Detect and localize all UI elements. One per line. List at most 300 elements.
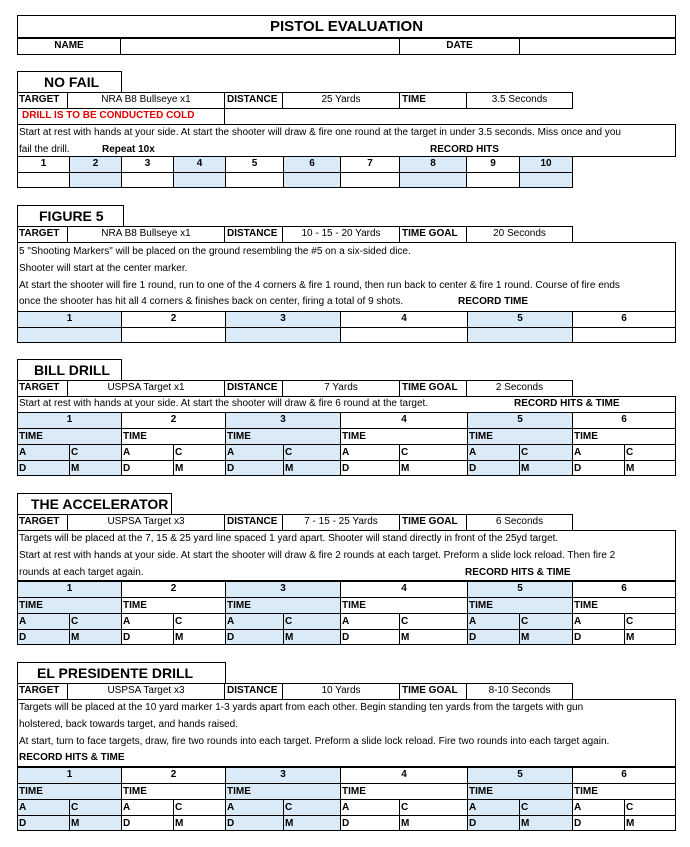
el-presidente-a-4[interactable] bbox=[340, 799, 400, 816]
bill-drill-desc-line1: Start at rest with hands at your side. At start the shooter will draw & fire 6 round at the target. bbox=[19, 398, 429, 409]
grid-label: 9 bbox=[490, 158, 496, 169]
grid-label: 10 bbox=[540, 158, 552, 169]
el-presidente-time-goal-label: TIME GOAL bbox=[402, 685, 458, 696]
figure5-time-5[interactable] bbox=[467, 327, 573, 343]
zone-d-label: D bbox=[19, 463, 27, 474]
el-presidente-m-3[interactable] bbox=[283, 815, 341, 831]
accelerator-m-1[interactable] bbox=[69, 629, 122, 645]
grid-label: 2 bbox=[170, 769, 177, 780]
no-fail-title: NO FAIL bbox=[44, 74, 100, 90]
grid-label: 3 bbox=[144, 158, 151, 169]
zone-m-label: M bbox=[401, 632, 410, 643]
bill-drill-m-2[interactable] bbox=[173, 460, 226, 476]
zone-d-label: D bbox=[123, 818, 131, 829]
accelerator-d-2[interactable] bbox=[121, 629, 174, 645]
accelerator-d-1[interactable] bbox=[17, 629, 70, 645]
accelerator-time-cell-2[interactable] bbox=[121, 597, 226, 614]
zone-m-label: M bbox=[626, 463, 635, 474]
el-presidente-a-1[interactable] bbox=[17, 799, 70, 816]
accelerator-m-3[interactable] bbox=[283, 629, 341, 645]
bill-drill-a-4[interactable] bbox=[340, 444, 400, 461]
no-fail-num-4 bbox=[173, 156, 226, 173]
bill-drill-d-2[interactable] bbox=[121, 460, 174, 476]
el-presidente-a-3[interactable] bbox=[225, 799, 284, 816]
el-presidente-m-4[interactable] bbox=[399, 815, 468, 831]
bill-drill-distance-label: DISTANCE bbox=[227, 382, 278, 393]
accelerator-record-hits-time: RECORD HITS & TIME bbox=[465, 567, 571, 578]
accelerator-time-cell-4[interactable] bbox=[340, 597, 468, 614]
grid-label: 1 bbox=[66, 769, 73, 780]
time-label: TIME bbox=[123, 600, 147, 611]
zone-a-label: A bbox=[227, 802, 235, 813]
bill-drill-c-3[interactable] bbox=[283, 444, 341, 461]
no-fail-distance-value: 25 Yards bbox=[321, 94, 361, 105]
time-label: TIME bbox=[227, 600, 251, 611]
zone-c-label: C bbox=[175, 802, 183, 813]
bill-drill-c-2[interactable] bbox=[173, 444, 226, 461]
accelerator-a-6[interactable] bbox=[572, 613, 625, 630]
bill-drill-time-cell-6[interactable] bbox=[572, 428, 676, 445]
el-presidente-a-6[interactable] bbox=[572, 799, 625, 816]
figure5-num-3 bbox=[225, 311, 341, 328]
el-presidente-c-3[interactable] bbox=[283, 799, 341, 816]
zone-a-label: A bbox=[123, 802, 131, 813]
zone-d-label: D bbox=[227, 818, 235, 829]
accelerator-c-3[interactable] bbox=[283, 613, 341, 630]
no-fail-warning: DRILL IS TO BE CONDUCTED COLD bbox=[22, 110, 195, 121]
el-presidente-c-6[interactable] bbox=[624, 799, 676, 816]
zone-c-label: C bbox=[175, 447, 183, 458]
accelerator-m-5[interactable] bbox=[519, 629, 573, 645]
bill-drill-a-6[interactable] bbox=[572, 444, 625, 461]
zone-a-label: A bbox=[574, 616, 582, 627]
accelerator-d-4[interactable] bbox=[340, 629, 400, 645]
zone-c-label: C bbox=[521, 802, 529, 813]
no-fail-num-10 bbox=[519, 156, 573, 173]
zone-a-label: A bbox=[19, 802, 27, 813]
no-fail-hit-10[interactable] bbox=[519, 172, 573, 188]
zone-m-label: M bbox=[175, 463, 184, 474]
figure5-num-1 bbox=[17, 311, 122, 328]
grid-label: 2 bbox=[92, 158, 99, 169]
el-presidente-d-6[interactable] bbox=[572, 815, 625, 831]
zone-a-label: A bbox=[19, 616, 27, 627]
zone-c-label: C bbox=[71, 447, 79, 458]
zone-c-label: C bbox=[401, 802, 409, 813]
zone-c-label: C bbox=[71, 802, 79, 813]
el-presidente-a-5[interactable] bbox=[467, 799, 520, 816]
el-presidente-d-4[interactable] bbox=[340, 815, 400, 831]
el-presidente-c-2[interactable] bbox=[173, 799, 226, 816]
grid-label: 6 bbox=[621, 414, 627, 425]
no-fail-num-9 bbox=[466, 156, 520, 173]
no-fail-distance-label: DISTANCE bbox=[227, 94, 278, 105]
grid-label: 2 bbox=[170, 414, 177, 425]
zone-m-label: M bbox=[71, 818, 80, 829]
zone-m-label: M bbox=[285, 632, 294, 643]
accelerator-time-cell-5[interactable] bbox=[467, 597, 573, 614]
figure5-time-3[interactable] bbox=[225, 327, 341, 343]
no-fail-target-label: TARGET bbox=[19, 94, 60, 105]
el-presidente-m-1[interactable] bbox=[69, 815, 122, 831]
zone-c-label: C bbox=[285, 616, 293, 627]
zone-c-label: C bbox=[626, 616, 634, 627]
el-presidente-time-cell-2[interactable] bbox=[121, 783, 226, 800]
zone-m-label: M bbox=[285, 818, 294, 829]
grid-label: 6 bbox=[621, 313, 627, 324]
no-fail-desc-line2: fail the drill. bbox=[19, 144, 70, 155]
figure5-time-4[interactable] bbox=[340, 327, 468, 343]
accelerator-num-4 bbox=[340, 581, 468, 598]
el-presidente-m-5[interactable] bbox=[519, 815, 573, 831]
zone-c-label: C bbox=[626, 447, 634, 458]
bill-drill-m-4[interactable] bbox=[399, 460, 468, 476]
figure5-target-label: TARGET bbox=[19, 228, 60, 239]
zone-a-label: A bbox=[574, 447, 582, 458]
no-fail-record-hits: RECORD HITS bbox=[430, 144, 499, 155]
grid-label: 3 bbox=[280, 313, 286, 324]
el-presidente-c-1[interactable] bbox=[69, 799, 122, 816]
zone-d-label: D bbox=[469, 632, 477, 643]
grid-label: 4 bbox=[401, 414, 407, 425]
time-label: TIME bbox=[574, 600, 598, 611]
grid-label: 1 bbox=[66, 414, 73, 425]
grid-label: 6 bbox=[621, 583, 627, 594]
figure5-distance-label: DISTANCE bbox=[227, 228, 278, 239]
bill-drill-d-4[interactable] bbox=[340, 460, 400, 476]
no-fail-num-2 bbox=[69, 156, 122, 173]
el-presidente-desc-line2: holstered, back towards target, and hands raised. bbox=[19, 719, 239, 730]
bill-drill-distance-value: 7 Yards bbox=[324, 382, 358, 393]
bill-drill-target-label: TARGET bbox=[19, 382, 60, 393]
grid-label: 5 bbox=[517, 583, 523, 594]
el-presidente-time-cell-5[interactable] bbox=[467, 783, 573, 800]
grid-label: 7 bbox=[367, 158, 373, 169]
bill-drill-time-cell-1[interactable] bbox=[17, 428, 122, 445]
grid-label: 4 bbox=[401, 583, 407, 594]
bill-drill-m-3[interactable] bbox=[283, 460, 341, 476]
bill-drill-record-hits-time: RECORD HITS & TIME bbox=[514, 398, 620, 409]
no-fail-num-1 bbox=[17, 156, 70, 173]
accelerator-a-3[interactable] bbox=[225, 613, 284, 630]
no-fail-hit-4[interactable] bbox=[173, 172, 226, 188]
bill-drill-num-5 bbox=[467, 412, 573, 429]
accelerator-target-label: TARGET bbox=[19, 516, 60, 527]
grid-label: 6 bbox=[309, 158, 315, 169]
zone-a-label: A bbox=[123, 447, 131, 458]
el-presidente-num-4 bbox=[340, 767, 468, 784]
grid-label: 6 bbox=[621, 769, 627, 780]
figure5-time-2[interactable] bbox=[121, 327, 226, 343]
no-fail-hit-3[interactable] bbox=[121, 172, 174, 188]
grid-label: 3 bbox=[280, 769, 286, 780]
bill-drill-num-1 bbox=[17, 412, 122, 429]
el-presidente-num-1 bbox=[17, 767, 122, 784]
zone-c-label: C bbox=[521, 616, 529, 627]
accelerator-desc-line1: Targets will be placed at the 7, 15 & 25 yard line spaced 1 yard apart. Shooter will stand directly in front of the 25yd target. bbox=[19, 533, 559, 544]
el-presidente-grid bbox=[17, 767, 676, 831]
bill-drill-m-6[interactable] bbox=[624, 460, 676, 476]
accelerator-c-2[interactable] bbox=[173, 613, 226, 630]
bill-drill-a-5[interactable] bbox=[467, 444, 520, 461]
el-presidente-c-5[interactable] bbox=[519, 799, 573, 816]
date-label: DATE bbox=[446, 40, 473, 51]
zone-m-label: M bbox=[521, 818, 530, 829]
grid-label: 4 bbox=[196, 158, 203, 169]
figure5-time-1[interactable] bbox=[17, 327, 122, 343]
zone-d-label: D bbox=[19, 818, 27, 829]
accelerator-c-5[interactable] bbox=[519, 613, 573, 630]
el-presidente-num-3 bbox=[225, 767, 341, 784]
el-presidente-target-value: USPSA Target x3 bbox=[107, 685, 185, 696]
time-label: TIME bbox=[342, 786, 366, 797]
figure5-desc-line2: Shooter will start at the center marker. bbox=[19, 263, 188, 274]
zone-m-label: M bbox=[175, 632, 184, 643]
figure5-num-6 bbox=[572, 311, 676, 328]
accelerator-distance-value: 7 - 15 - 25 Yards bbox=[304, 516, 378, 527]
zone-d-label: D bbox=[574, 463, 582, 474]
bill-drill-num-3 bbox=[225, 412, 341, 429]
zone-c-label: C bbox=[285, 447, 293, 458]
el-presidente-time-cell-6[interactable] bbox=[572, 783, 676, 800]
figure5-record-time: RECORD TIME bbox=[458, 296, 528, 307]
accelerator-num-1 bbox=[17, 581, 122, 598]
accelerator-m-4[interactable] bbox=[399, 629, 468, 645]
zone-d-label: D bbox=[123, 632, 131, 643]
zone-c-label: C bbox=[401, 447, 409, 458]
el-presidente-m-6[interactable] bbox=[624, 815, 676, 831]
bill-drill-num-2 bbox=[121, 412, 226, 429]
zone-m-label: M bbox=[71, 632, 80, 643]
zone-m-label: M bbox=[521, 463, 530, 474]
no-fail-num-3 bbox=[121, 156, 174, 173]
no-fail-num-8 bbox=[399, 156, 467, 173]
figure5-time-goal-value: 20 Seconds bbox=[493, 228, 546, 239]
no-fail-grid bbox=[17, 156, 573, 188]
no-fail-num-6 bbox=[283, 156, 341, 173]
accelerator-c-1[interactable] bbox=[69, 613, 122, 630]
zone-m-label: M bbox=[401, 463, 410, 474]
no-fail-hit-6[interactable] bbox=[283, 172, 341, 188]
zone-c-label: C bbox=[626, 802, 634, 813]
accelerator-time-goal-label: TIME GOAL bbox=[402, 516, 458, 527]
bill-drill-time-cell-2[interactable] bbox=[121, 428, 226, 445]
figure5-time-6[interactable] bbox=[572, 327, 676, 343]
bill-drill-num-6 bbox=[572, 412, 676, 429]
el-presidente-title: EL PRESIDENTE DRILL bbox=[37, 665, 194, 681]
accelerator-num-2 bbox=[121, 581, 226, 598]
zone-d-label: D bbox=[342, 463, 350, 474]
bill-drill-d-1[interactable] bbox=[17, 460, 70, 476]
time-label: TIME bbox=[469, 431, 493, 442]
grid-label: 1 bbox=[66, 313, 73, 324]
time-label: TIME bbox=[469, 786, 493, 797]
time-label: TIME bbox=[19, 786, 43, 797]
no-fail-time-label: TIME bbox=[402, 94, 426, 105]
el-presidente-c-4[interactable] bbox=[399, 799, 468, 816]
figure5-grid bbox=[17, 311, 676, 343]
accelerator-c-6[interactable] bbox=[624, 613, 676, 630]
bill-drill-a-1[interactable] bbox=[17, 444, 70, 461]
no-fail-hit-2[interactable] bbox=[69, 172, 122, 188]
el-presidente-distance-value: 10 Yards bbox=[321, 685, 361, 696]
time-label: TIME bbox=[342, 600, 366, 611]
time-label: TIME bbox=[19, 600, 43, 611]
figure5-distance-value: 10 - 15 - 20 Yards bbox=[301, 228, 381, 239]
zone-d-label: D bbox=[227, 632, 235, 643]
accelerator-time-cell-6[interactable] bbox=[572, 597, 676, 614]
bill-drill-target-value: USPSA Target x1 bbox=[107, 382, 185, 393]
accelerator-m-2[interactable] bbox=[173, 629, 226, 645]
no-fail-target-value: NRA B8 Bullseye x1 bbox=[101, 94, 191, 105]
bill-drill-time-cell-3[interactable] bbox=[225, 428, 341, 445]
no-fail-num-7 bbox=[340, 156, 400, 173]
accelerator-desc-line2: Start at rest with hands at your side. At start the shooter will draw & fire 2 rounds at each target. Preform a slide lock reload. Then fire 2 bbox=[19, 550, 616, 561]
no-fail-desc-line1: Start at rest with hands at your side. At start the shooter will draw & fire one round at the target in under 3.5 seconds. Miss once and you bbox=[19, 127, 621, 138]
grid-label: 3 bbox=[280, 583, 286, 594]
el-presidente-m-2[interactable] bbox=[173, 815, 226, 831]
no-fail-hit-1[interactable] bbox=[17, 172, 70, 188]
time-label: TIME bbox=[469, 600, 493, 611]
figure5-time-goal-label: TIME GOAL bbox=[402, 228, 458, 239]
figure5-desc-line1: 5 "Shooting Markers" will be placed on the ground resembling the #5 on a six-sided dice. bbox=[19, 246, 411, 257]
bill-drill-m-1[interactable] bbox=[69, 460, 122, 476]
accelerator-num-6 bbox=[572, 581, 676, 598]
bill-drill-c-6[interactable] bbox=[624, 444, 676, 461]
el-presidente-time-cell-3[interactable] bbox=[225, 783, 341, 800]
el-presidente-d-5[interactable] bbox=[467, 815, 520, 831]
time-label: TIME bbox=[342, 431, 366, 442]
el-presidente-record-hits-time: RECORD HITS & TIME bbox=[19, 752, 125, 763]
zone-c-label: C bbox=[401, 616, 409, 627]
zone-m-label: M bbox=[285, 463, 294, 474]
el-presidente-time-goal-value: 8-10 Seconds bbox=[488, 685, 551, 696]
figure5-desc-line3: At start the shooter will fire 1 round, run to one of the 4 corners & fire 1 round, then run back to center & fire 1 round. Course of fire ends bbox=[19, 280, 620, 291]
zone-a-label: A bbox=[19, 447, 27, 458]
accelerator-d-6[interactable] bbox=[572, 629, 625, 645]
grid-label: 5 bbox=[517, 313, 523, 324]
zone-d-label: D bbox=[469, 818, 477, 829]
date-field[interactable] bbox=[519, 38, 676, 55]
bill-drill-c-1[interactable] bbox=[69, 444, 122, 461]
zone-d-label: D bbox=[342, 818, 350, 829]
figure5-num-4 bbox=[340, 311, 468, 328]
figure5-desc-line4: once the shooter has hit all 4 corners & finishes back on center, firing a total of 9 shots. bbox=[19, 296, 404, 307]
zone-c-label: C bbox=[285, 802, 293, 813]
el-presidente-desc-line3: At start, turn to face targets, draw, fire two rounds into each target. Preform a slide lock reload. Fire two rounds into each target again. bbox=[19, 736, 610, 747]
el-presidente-d-1[interactable] bbox=[17, 815, 70, 831]
accelerator-target-value: USPSA Target x3 bbox=[107, 516, 185, 527]
bill-drill-d-6[interactable] bbox=[572, 460, 625, 476]
el-presidente-d-3[interactable] bbox=[225, 815, 284, 831]
accelerator-time-goal-value: 6 Seconds bbox=[495, 516, 544, 527]
figure5-title: FIGURE 5 bbox=[39, 208, 104, 224]
zone-m-label: M bbox=[175, 818, 184, 829]
accelerator-d-5[interactable] bbox=[467, 629, 520, 645]
no-fail-hit-8[interactable] bbox=[399, 172, 467, 188]
bill-drill-m-5[interactable] bbox=[519, 460, 573, 476]
accelerator-title: THE ACCELERATOR bbox=[31, 496, 169, 512]
no-fail-num-5 bbox=[225, 156, 284, 173]
accelerator-desc-line3: rounds at each target again. bbox=[19, 567, 144, 578]
zone-a-label: A bbox=[469, 802, 477, 813]
zone-m-label: M bbox=[626, 632, 635, 643]
no-fail-hit-9[interactable] bbox=[466, 172, 520, 188]
zone-m-label: M bbox=[521, 632, 530, 643]
accelerator-distance-label: DISTANCE bbox=[227, 516, 278, 527]
accelerator-c-4[interactable] bbox=[399, 613, 468, 630]
no-fail-hit-7[interactable] bbox=[340, 172, 400, 188]
grid-label: 1 bbox=[40, 158, 47, 169]
no-fail-repeat: Repeat 10x bbox=[102, 144, 155, 155]
accelerator-a-1[interactable] bbox=[17, 613, 70, 630]
bill-drill-a-2[interactable] bbox=[121, 444, 174, 461]
bill-drill-time-cell-4[interactable] bbox=[340, 428, 468, 445]
bill-drill-c-4[interactable] bbox=[399, 444, 468, 461]
bill-drill-num-4 bbox=[340, 412, 468, 429]
zone-a-label: A bbox=[469, 616, 477, 627]
bill-drill-time-goal-label: TIME GOAL bbox=[402, 382, 458, 393]
accelerator-a-2[interactable] bbox=[121, 613, 174, 630]
zone-a-label: A bbox=[469, 447, 477, 458]
zone-d-label: D bbox=[342, 632, 350, 643]
zone-d-label: D bbox=[123, 463, 131, 474]
bill-drill-d-5[interactable] bbox=[467, 460, 520, 476]
time-label: TIME bbox=[123, 786, 147, 797]
accelerator-d-3[interactable] bbox=[225, 629, 284, 645]
page-title: PISTOL EVALUATION bbox=[269, 18, 424, 35]
el-presidente-a-2[interactable] bbox=[121, 799, 174, 816]
grid-label: 2 bbox=[170, 583, 177, 594]
zone-a-label: A bbox=[227, 616, 235, 627]
zone-a-label: A bbox=[342, 447, 350, 458]
bill-drill-a-3[interactable] bbox=[225, 444, 284, 461]
accelerator-a-5[interactable] bbox=[467, 613, 520, 630]
zone-c-label: C bbox=[521, 447, 529, 458]
name-field[interactable] bbox=[120, 38, 400, 55]
grid-label: 1 bbox=[66, 583, 73, 594]
zone-m-label: M bbox=[71, 463, 80, 474]
accelerator-a-4[interactable] bbox=[340, 613, 400, 630]
grid-label: 5 bbox=[517, 769, 523, 780]
zone-c-label: C bbox=[71, 616, 79, 627]
no-fail-hit-5[interactable] bbox=[225, 172, 284, 188]
zone-a-label: A bbox=[227, 447, 235, 458]
zone-d-label: D bbox=[469, 463, 477, 474]
zone-d-label: D bbox=[227, 463, 235, 474]
zone-d-label: D bbox=[574, 632, 582, 643]
el-presidente-d-2[interactable] bbox=[121, 815, 174, 831]
figure5-target-value: NRA B8 Bullseye x1 bbox=[101, 228, 191, 239]
zone-m-label: M bbox=[626, 818, 635, 829]
el-presidente-num-2 bbox=[121, 767, 226, 784]
el-presidente-target-label: TARGET bbox=[19, 685, 60, 696]
zone-m-label: M bbox=[401, 818, 410, 829]
accelerator-time-cell-3[interactable] bbox=[225, 597, 341, 614]
accelerator-time-cell-1[interactable] bbox=[17, 597, 122, 614]
accelerator-m-6[interactable] bbox=[624, 629, 676, 645]
bill-drill-d-3[interactable] bbox=[225, 460, 284, 476]
el-presidente-time-cell-4[interactable] bbox=[340, 783, 468, 800]
time-label: TIME bbox=[227, 431, 251, 442]
time-label: TIME bbox=[123, 431, 147, 442]
grid-label: 4 bbox=[401, 769, 407, 780]
el-presidente-time-cell-1[interactable] bbox=[17, 783, 122, 800]
bill-drill-grid bbox=[17, 412, 676, 476]
el-presidente-distance-label: DISTANCE bbox=[227, 685, 278, 696]
bill-drill-time-cell-5[interactable] bbox=[467, 428, 573, 445]
bill-drill-c-5[interactable] bbox=[519, 444, 573, 461]
